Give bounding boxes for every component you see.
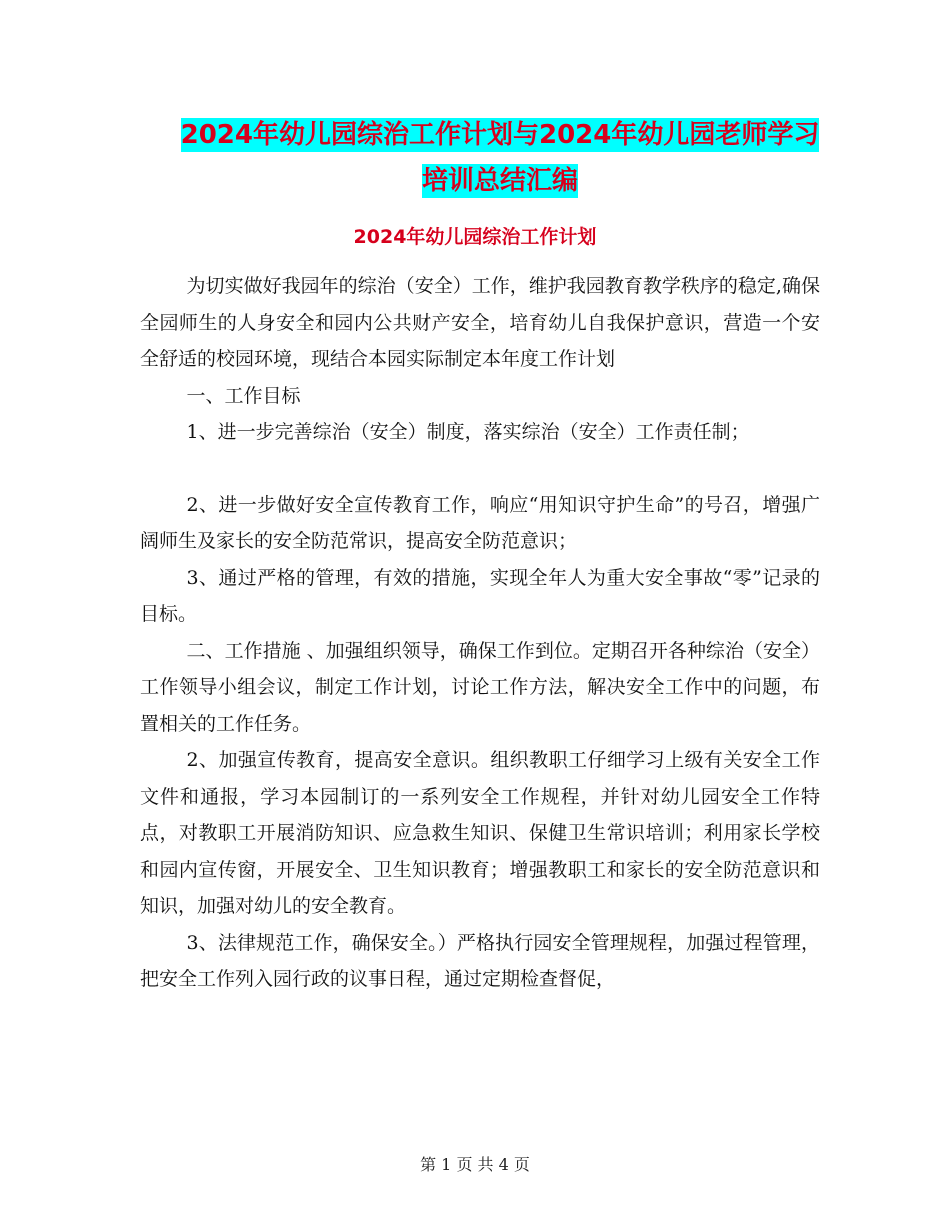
paragraph-goal-2: 2、进一步做好安全宣传教育工作，响应“用知识守护生命”的号召，增强广阔师生及家长的安全防范常识，提高安全防范意识；	[140, 493, 820, 552]
section-title: 2024年幼儿园综治工作计划	[353, 226, 597, 248]
paragraph-heading-goals: 一、工作目标	[186, 384, 301, 407]
title-line-2: 培训总结汇编	[421, 166, 578, 196]
page-footer: 第 1 页 共 4 页	[420, 1155, 530, 1174]
paragraph-goal-1: 1、进一步完善综治（安全）制度，落实综治（安全）工作责任制；	[186, 421, 750, 443]
paragraph-measures-2: 2、加强宣传教育，提高安全意识。组织教职工仔细学习上级有关安全工作文件和通报，学习本园制订的一系列安全工作规程，并针对幼儿园安全工作特点，对教职工开展消防知识、应急救生知识、保健卫生常识培训；利用家长学校和园内宣传窗，开展安全、卫生知识教育；增强教职工和家长的安全防范意识和知识，加强对幼儿的安全教育。	[140, 749, 820, 917]
title-line-1: 2024年幼儿园综治工作计划与2024年幼儿园老师学习	[180, 120, 820, 150]
document-body	[140, 268, 820, 998]
document-title	[140, 112, 860, 204]
paragraph-goal-3: 3、通过严格的管理，有效的措施，实现全年人为重大安全事故“零”记录的目标。	[140, 566, 820, 625]
paragraph-intro: 为切实做好我园年的综治（安全）工作，维护我园教育教学秩序的稳定,确保全园师生的人身安全和园内公共财产安全，培育幼儿自我保护意识，营造一个安全舒适的校园环境，现结合本园实际制定本年度工作计划	[140, 275, 820, 370]
paragraph-measures-3: 3、法律规范工作，确保安全。）严格执行园安全管理规程，加强过程管理，把安全工作列入园行政的议事日程，通过定期检查督促，	[140, 931, 820, 990]
paragraph-measures-1: 二、工作措施 、加强组织领导，确保工作到位。定期召开各种综治（安全）工作领导小组会议，制定工作计划，讨论工作方法，解决安全工作中的问题，布置相关的工作任务。	[140, 639, 820, 735]
